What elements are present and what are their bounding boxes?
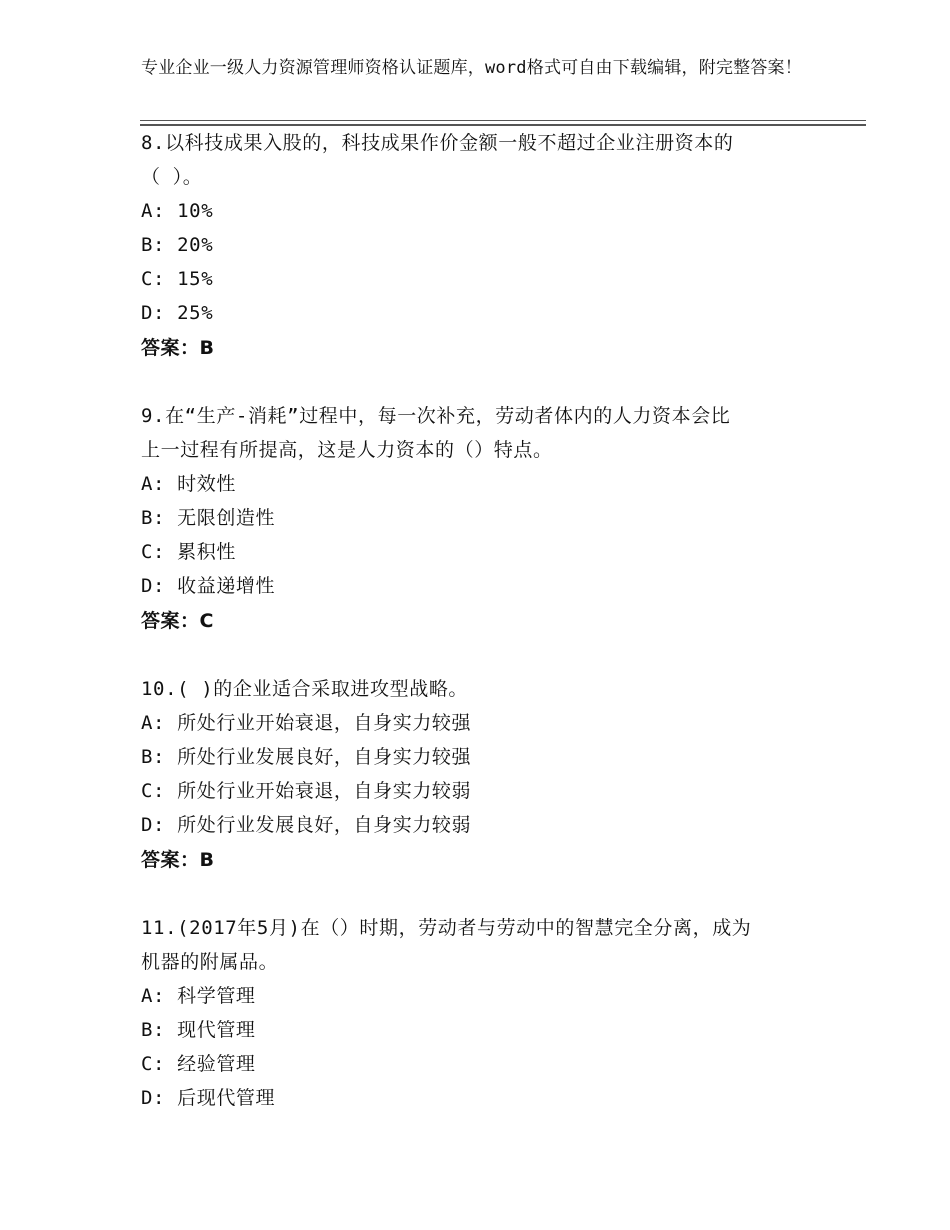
question-11-option-a: A: 科学管理 xyxy=(141,985,256,1007)
question-8-option-c: C: 15% xyxy=(141,268,214,290)
question-10-option-c: C: 所处行业开始衰退，自身实力较弱 xyxy=(141,780,472,802)
question-11-stem-line-1: 11.(2017年5月)在（）时期，劳动者与劳动中的智慧完全分离，成为 xyxy=(141,917,752,939)
question-9-option-a: A: 时效性 xyxy=(141,473,236,495)
question-8-option-a: A: 10% xyxy=(141,200,214,222)
document-header: 专业企业一级人力资源管理师资格认证题库，word格式可自由下载编辑，附完整答案！ xyxy=(141,58,802,78)
question-9-option-d: D: 收益递增性 xyxy=(141,575,276,597)
question-11-stem-line-2: 机器的附属品。 xyxy=(141,951,279,973)
question-9-option-b: B: 无限创造性 xyxy=(141,507,276,529)
question-8-option-b: B: 20% xyxy=(141,234,214,256)
question-11-option-c: C: 经验管理 xyxy=(141,1053,256,1075)
question-10-stem-line-1: 10.( )的企业适合采取进攻型战略。 xyxy=(141,678,469,700)
question-8-option-d: D: 25% xyxy=(141,302,214,324)
question-11-option-b: B: 现代管理 xyxy=(141,1019,256,1041)
question-8-stem-line-2: （ ）。 xyxy=(141,166,203,188)
question-10-answer: 答案：B xyxy=(141,849,215,871)
question-11-option-d: D: 后现代管理 xyxy=(141,1087,276,1109)
question-8-answer: 答案：B xyxy=(141,337,215,359)
question-9-option-c: C: 累积性 xyxy=(141,541,236,563)
question-10-option-d: D: 所处行业发展良好，自身实力较弱 xyxy=(141,814,472,836)
question-9-stem-line-2: 上一过程有所提高，这是人力资本的（）特点。 xyxy=(141,439,553,461)
header-divider-thin xyxy=(140,120,866,121)
question-10-option-b: B: 所处行业发展良好，自身实力较强 xyxy=(141,746,472,768)
question-10-option-a: A: 所处行业开始衰退，自身实力较强 xyxy=(141,712,472,734)
question-9-answer: 答案：C xyxy=(141,610,214,632)
question-9-stem-line-1: 9.在“生产-消耗”过程中，每一次补充，劳动者体内的人力资本会比 xyxy=(141,405,731,427)
header-divider-thick xyxy=(140,124,866,126)
question-8-stem-line-1: 8.以科技成果入股的，科技成果作价金额一般不超过企业注册资本的 xyxy=(141,132,734,154)
